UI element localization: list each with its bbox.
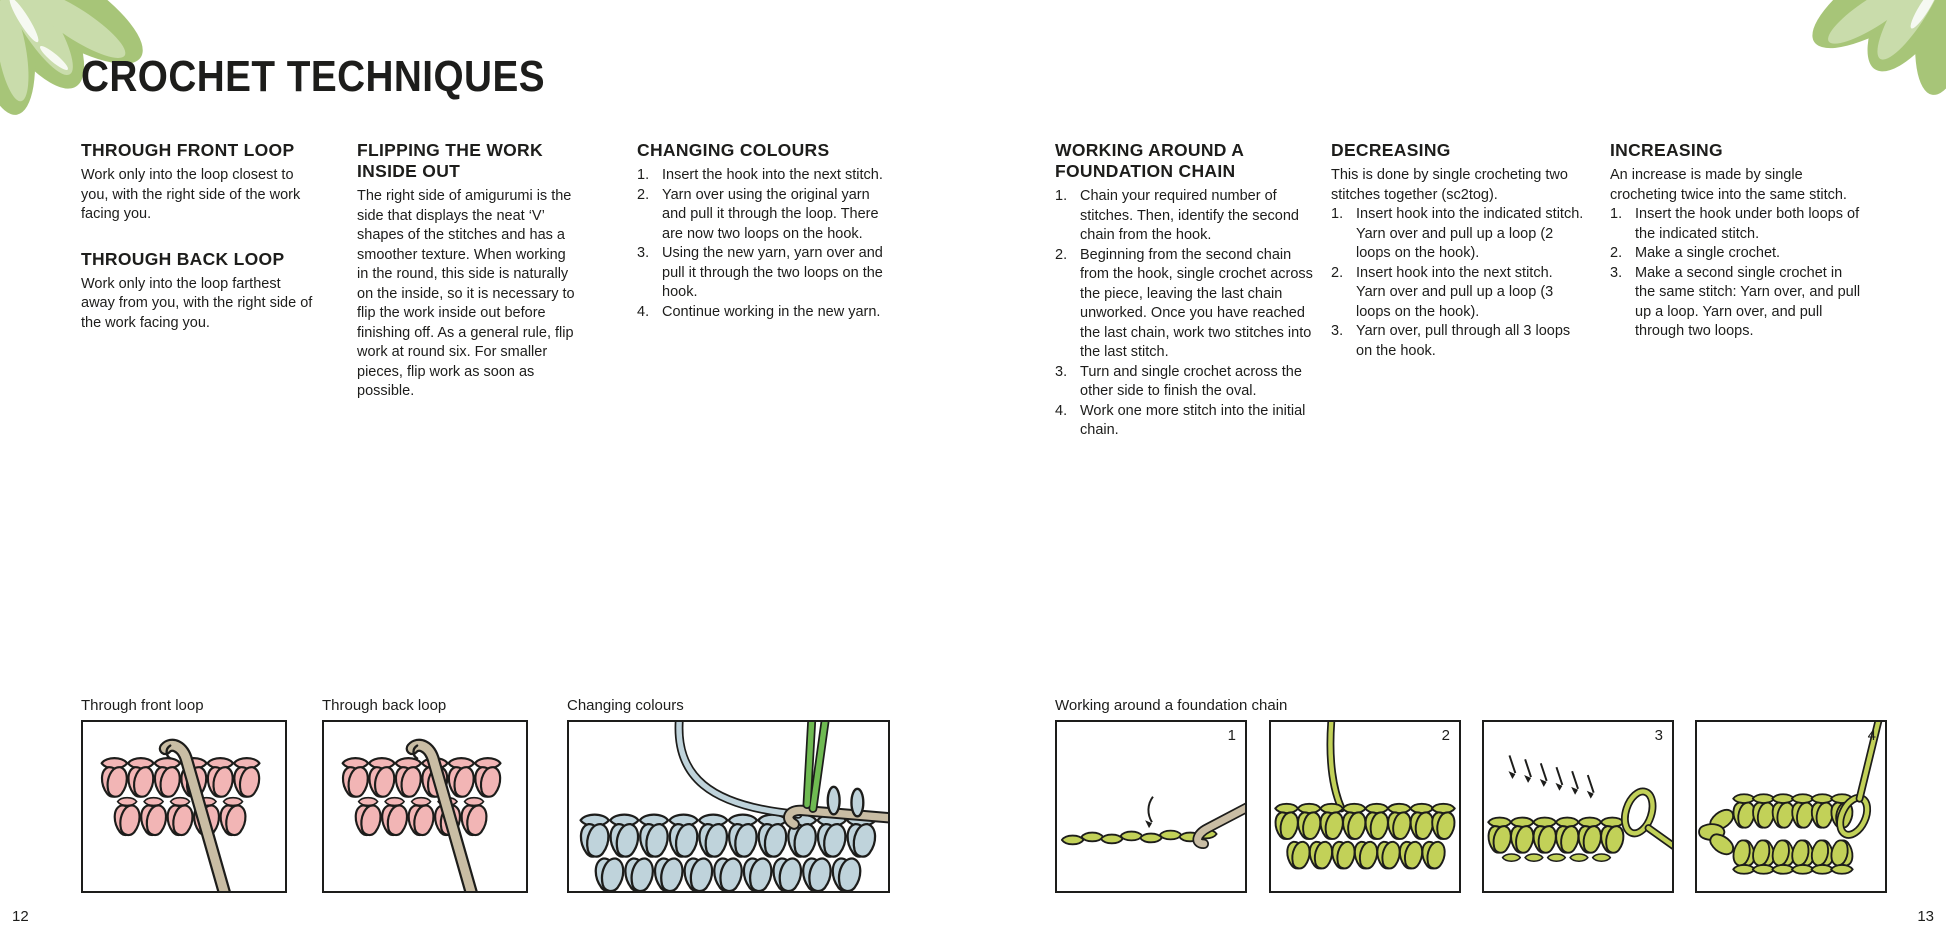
step-text: Chain your required number of stitches. Then, identify the second chain from the hook. — [1080, 188, 1299, 243]
step-text: Beginning from the second chain from the hook, single crochet across the piece, leaving the last chain unworked. Once you have reached the last chain, work two stitches into the last stitch. — [1080, 246, 1313, 360]
step-number: 4. — [1055, 402, 1068, 419]
section-body: The right side of amigurumi is the side that displays the neat ‘V’ shapes of the stitches and has a smoother texture. When working in the round, this side is naturally on the inside, so it is necessary to flip the work inside out before finishing off. As a general rule, flip work at round six. For smaller pieces, flip work as soon as possible. — [357, 188, 575, 399]
section-heading: CHANGING COLOURS — [637, 140, 830, 160]
step-text: Using the new yarn, yarn over and pull it through the two loops on the hook. — [662, 245, 883, 300]
column-decreasing — [1331, 140, 1585, 361]
figure-front-loop — [81, 720, 287, 893]
arrows-icon — [1508, 755, 1593, 798]
section-intro: This is done by single crocheting two stitches together (sc2tog). — [1331, 167, 1568, 203]
working-loop-icon — [1620, 788, 1672, 848]
list-item — [1610, 205, 1862, 244]
section-heading: FLIPPING THE WORK INSIDE OUT — [357, 140, 543, 181]
section-body: Work only into the loop farthest away from you, with the right side of the work facing you. — [81, 275, 313, 331]
figure-foundation-chain-step-2 — [1269, 720, 1461, 893]
section-heading: DECREASING — [1331, 140, 1451, 160]
section-heading: INCREASING — [1610, 140, 1723, 160]
section-heading: WORKING AROUND A FOUNDATION CHAIN — [1055, 140, 1244, 181]
step-number: 3. — [637, 245, 650, 261]
list-item — [637, 166, 887, 186]
step-text: Insert hook into the next stitch. Yarn over and pull up a loop (3 loops on the hook). — [1356, 264, 1554, 320]
list-item — [1055, 363, 1315, 402]
figure-caption-back-loop: Through back loop — [322, 697, 447, 714]
old-yarn-strand-icon — [679, 722, 798, 814]
section-increasing — [1610, 140, 1862, 342]
section-heading: THROUGH BACK LOOP — [81, 248, 285, 269]
list-item — [1055, 246, 1315, 363]
step-number: 2. — [637, 186, 650, 203]
figure-caption-foundation-chain: Working around a foundation chain — [1055, 697, 1288, 714]
step-number: 2. — [1055, 246, 1068, 263]
step-number: 1. — [637, 167, 650, 183]
section-decreasing — [1331, 140, 1585, 361]
step-text: Make a single crochet. — [1635, 245, 1781, 261]
list-item — [1055, 187, 1315, 246]
page-number-left: 12 — [12, 908, 29, 925]
figure-caption-front-loop: Through front loop — [81, 697, 204, 714]
step-number: 4. — [637, 303, 650, 320]
list-item — [1331, 205, 1585, 264]
figure-foundation-chain-step-4 — [1695, 720, 1887, 893]
page-title: CROCHET TECHNIQUES — [81, 52, 545, 101]
section-through-back-loop — [81, 249, 317, 334]
panel-number: 4 — [1867, 727, 1876, 744]
list-item — [1055, 402, 1315, 441]
panel-number: 3 — [1654, 727, 1663, 744]
figure-foundation-chain-step-1 — [1055, 720, 1247, 893]
section-flipping-the-work — [357, 140, 577, 402]
section-body: Work only into the loop closest to you, with the right side of the work facing you. — [81, 167, 301, 222]
front-loop-illustration — [83, 722, 285, 891]
page-number-right: 13 — [1917, 908, 1934, 925]
step-text: Continue working in the new yarn. — [662, 303, 881, 320]
step-text: Insert hook into the indicated stitch. Yarn over and pull up a loop (2 loops on the hook). — [1356, 206, 1584, 261]
step-number: 1. — [1055, 188, 1068, 204]
step-text: Yarn over, pull through all 3 loops on the hook. — [1356, 323, 1571, 359]
step-number: 1. — [1331, 206, 1344, 222]
figure-foundation-chain-step-3 — [1482, 720, 1674, 893]
section-changing-colours — [637, 140, 887, 322]
step-text: Make a second single crochet in the same stitch: Yarn over, and pull up a loop. Yarn over, and pull through two loops. — [1635, 264, 1861, 339]
step-number: 1. — [1610, 206, 1623, 222]
list-item — [1331, 264, 1585, 323]
column-foundation-chain — [1055, 140, 1315, 441]
panel-number: 1 — [1227, 727, 1236, 744]
panel-number: 2 — [1441, 727, 1450, 744]
list-item — [1610, 264, 1862, 342]
step-number: 3. — [1055, 363, 1068, 380]
corner-flourish-top-right-icon — [1754, 0, 1946, 127]
list-item — [637, 186, 887, 245]
column-front-back-loop — [81, 140, 317, 333]
step-number: 3. — [1331, 323, 1344, 339]
figure-back-loop — [322, 720, 528, 893]
section-intro: An increase is made by single crocheting twice into the same stitch. — [1610, 167, 1847, 203]
foundation-step1-illustration — [1057, 722, 1245, 891]
step-number: 3. — [1610, 264, 1623, 281]
list-item — [637, 303, 887, 323]
foundation-step4-illustration — [1697, 722, 1885, 891]
step-text: Yarn over using the original yarn and pull it through the loop. There are now two loops on the hook. — [662, 186, 879, 242]
foundation-step3-illustration — [1484, 722, 1672, 891]
step-text: Work one more stitch into the initial chain. — [1080, 402, 1306, 438]
step-text: Turn and single crochet across the other side to finish the oval. — [1080, 363, 1302, 399]
column-flipping — [357, 140, 577, 402]
section-heading: THROUGH FRONT LOOP — [81, 140, 295, 160]
section-foundation-chain — [1055, 140, 1315, 441]
column-increasing — [1610, 140, 1862, 342]
arrow-icon — [1145, 797, 1153, 828]
section-through-front-loop — [81, 140, 317, 225]
step-text: Insert the hook under both loops of the indicated stitch. — [1635, 206, 1860, 242]
step-number: 2. — [1610, 245, 1623, 261]
list-item — [637, 244, 887, 303]
foundation-step2-illustration — [1271, 722, 1459, 891]
column-changing-colours — [637, 140, 887, 322]
changing-colours-illustration — [569, 722, 888, 891]
yarn-strand-icon — [1330, 722, 1341, 808]
step-number: 2. — [1331, 264, 1344, 281]
list-item — [1331, 322, 1585, 361]
step-text: Insert the hook into the next stitch. — [662, 167, 883, 183]
figure-caption-changing-colours: Changing colours — [567, 697, 684, 714]
list-item — [1610, 244, 1862, 264]
back-loop-illustration — [324, 722, 526, 891]
figure-changing-colours — [567, 720, 890, 893]
new-yarn-strand-icon — [807, 722, 826, 808]
